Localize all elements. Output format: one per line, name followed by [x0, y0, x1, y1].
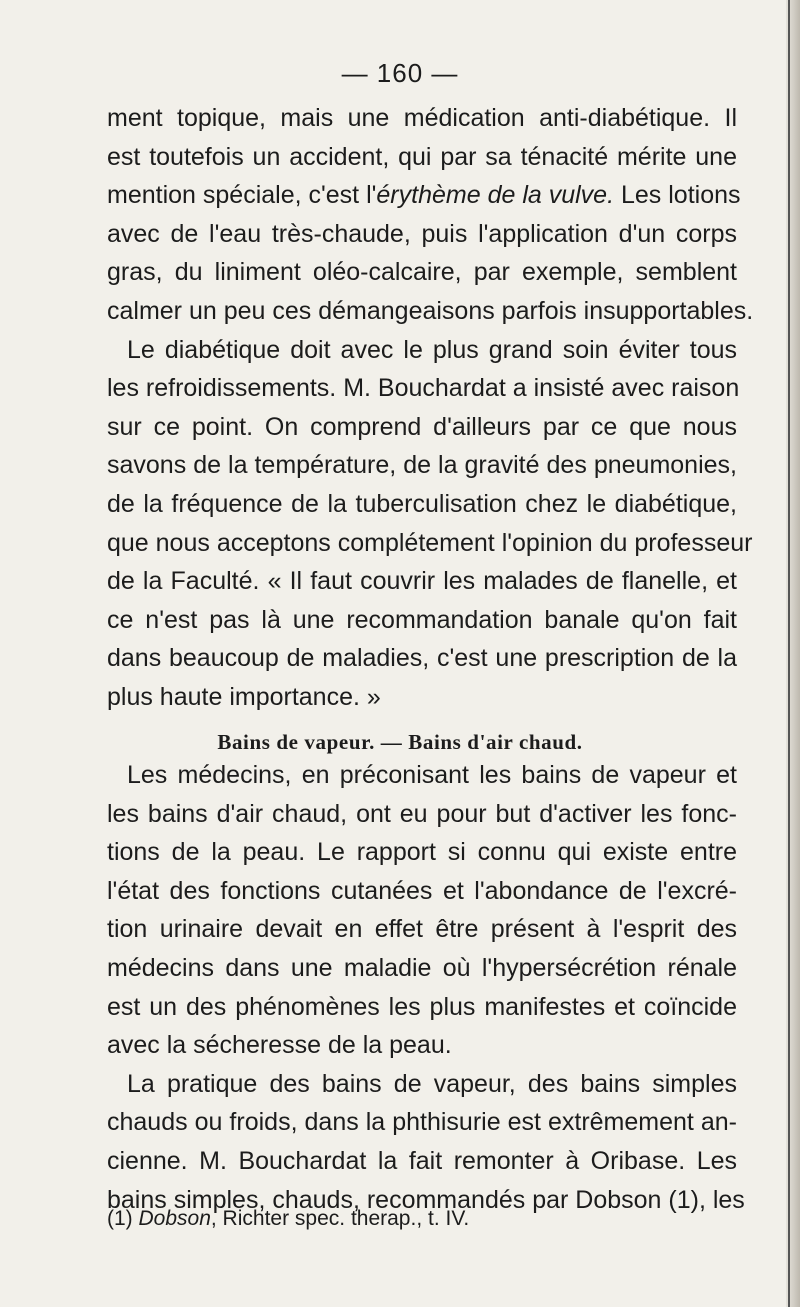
paragraph2-line: les refroidissements. M. Bouchardat a insisté avec raison — [107, 374, 740, 403]
paragraph1-line: calmer un peu ces démangeaisons parfois insupportables. — [107, 296, 754, 325]
paragraph1-line: avec de l'eau très-chaude, puis l'application d'un corps — [107, 219, 737, 248]
paragraph4-line: chauds ou froids, dans la phthisurie est extrêmement an- — [107, 1108, 737, 1137]
text-block-upper — [107, 99, 754, 717]
paragraph4-line: cienne. M. Bouchardat la fait remonter à Oribase. Les — [107, 1146, 737, 1175]
paragraph2-line: Le diabétique doit avec le plus grand soin éviter tous — [127, 335, 737, 364]
paragraph2-line: de la fréquence de la tuberculisation chez le diabétique, — [107, 489, 737, 518]
paragraph4-line: bains simples, chauds, recommandés par Dobson (1), les — [107, 1185, 745, 1214]
paragraph3-line: médecins dans une maladie où l'hypersécrétion rénale — [107, 953, 737, 982]
paragraph2-line: sur ce point. On comprend d'ailleurs par ce que nous — [107, 412, 737, 441]
text-run: mention spéciale, c'est l' — [107, 181, 377, 210]
paragraph3-line: tions de la peau. Le rapport si connu qui existe entre — [107, 838, 737, 867]
paragraph1-line: ment topique, mais une médication anti-diabétique. Il — [107, 104, 737, 132]
page-edge-line — [788, 0, 790, 1307]
text-run: Les lotions — [614, 181, 741, 210]
paragraph3-line: l'état des fonctions cutanées et l'abondance de l'excré- — [107, 876, 737, 905]
paragraph1-line: est toutefois un accident, qui par sa ténacité mérite une — [107, 142, 737, 171]
paragraph4-line: La pratique des bains de vapeur, des bains simples — [127, 1069, 737, 1098]
italic-term: érythème de la vulve. — [376, 181, 615, 210]
page-number: — 160 — — [341, 58, 459, 88]
text-block-lower — [107, 756, 745, 1219]
paragraph2-last-line: plus haute importance. » — [107, 682, 381, 711]
paragraph2-line: savons de la température, de la gravité des pneumonies, — [107, 451, 737, 480]
paragraph3-last-line: avec la sécheresse de la peau. — [107, 1031, 452, 1060]
footnote-reference: , Richter spec. therap., t. IV. — [210, 1207, 470, 1230]
paragraph2-line: ce n'est pas là une recommandation banale qu'on fait — [107, 605, 737, 634]
paragraph3-line: Les médecins, en préconisant les bains de vapeur et — [127, 761, 737, 789]
paragraph3-line: est un des phénomènes les plus manifestes et coïncide — [107, 992, 737, 1021]
paragraph1-line: gras, du liniment oléo-calcaire, par exemple, semblent — [107, 258, 737, 287]
paragraph2-line: de la Faculté. « Il faut couvrir les malades de flanelle, et — [107, 567, 737, 596]
paragraph2-line: que nous acceptons complétement l'opinion du professeur — [107, 528, 753, 557]
paragraph1-line-with-italic — [107, 176, 741, 215]
footnote-author: Dobson — [138, 1207, 211, 1230]
footnote — [107, 1207, 469, 1231]
paragraph3-line: tion urinaire devait en effet être présent à l'esprit des — [107, 915, 737, 944]
paragraph2-line: dans beaucoup de maladies, c'est une prescription de la — [107, 644, 737, 673]
paragraph3-line: les bains d'air chaud, ont eu pour but d'activer les fonc- — [107, 799, 737, 828]
footnote-marker: (1) — [107, 1207, 139, 1230]
section-heading: Bains de vapeur. — Bains d'air chaud. — [217, 730, 583, 754]
